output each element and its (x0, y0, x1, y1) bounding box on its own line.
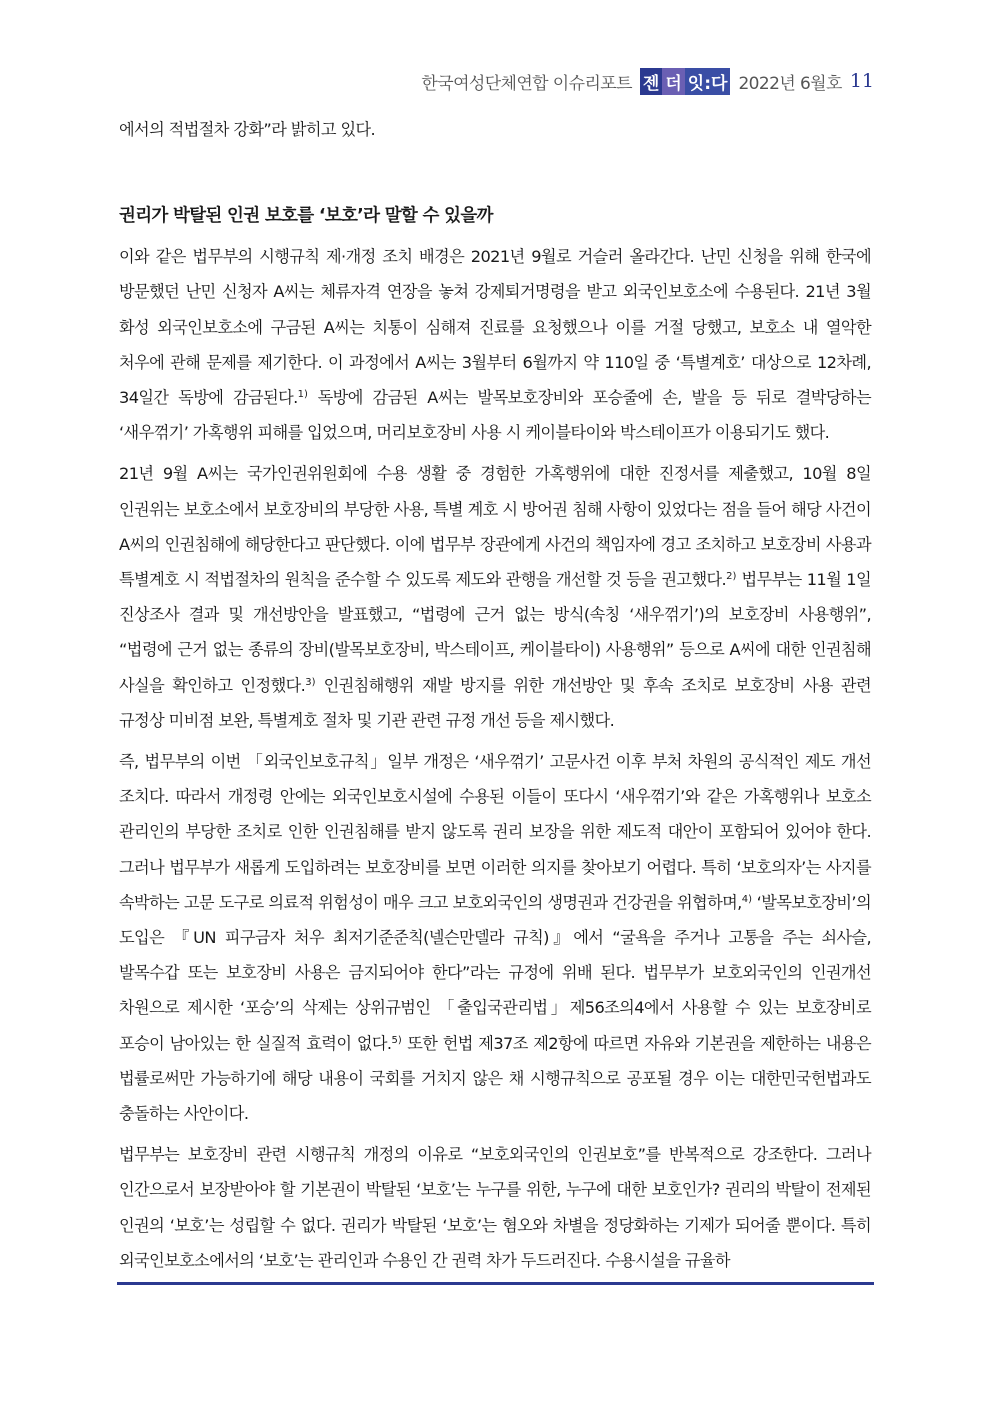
paragraph-text: 21년 9월 A씨는 국가인권위원회에 수용 생활 중 경험한 가혹행위에 대한 진정서를 제출했고, 10월 8일 인권위는 보호소에서 보호장비의 부당한 사용, 특별 계호 시 방어권 침해 사항이 있었다는 점을 들어 해당 사건이 A씨의 인권침해에 해당한다고 판단했다. 이에 법무부 장관에게 사건의 책임자에 경고 조치하고 보호장비 사용과 특별계호 시 적법절차의 원칙을 준수할 수 있도록 제도와 관행을 개선할 것 등을 권고했다. (119, 464, 871, 590)
footnote-divider (117, 1282, 874, 1285)
paragraph-text: 즉, 법무부의 이번 「외국인보호규칙」일부 개정은 ‘새우꺾기’ 고문사건 이후 부처 차원의 공식적인 제도 개선 조치다. 따라서 개정령 안에는 외국인보호시설에 수용된 이들이 또다시 ‘새우꺾기’와 같은 가혹행위나 보호소 관리인의 부당한 조치로 인한 인권침해를 받지 않도록 권리 보장을 위한 제도적 대안이 포함되어 있어야 한다. 그러나 법무부가 새롭게 도입하려는 보호장비를 보면 이러한 의지를 찾아보기 어렵다. 특히 ‘보호의자’는 사지를 속박하는 고문 도구로 의료적 위험성이 매우 크고 보호외국인의 생명권과 건강권을 위협하며, (119, 752, 871, 912)
article-body (119, 112, 871, 1284)
footnote-ref[interactable]: 5) (391, 1034, 402, 1046)
paragraph-4: 법무부는 보호장비 관련 시행규칙 개정의 이유로 “보호외국인의 인권보호”를 반복적으로 강조한다. 그러나 인간으로서 보장받아야 할 기본권이 박탈된 ‘보호’는 누구를 위한, 누구에 대한 보호인가? 권리의 박탈이 전제된 인권의 ‘보호’는 성립할 수 없다. 권리가 박탈된 ‘보호’는 혐오와 차별을 정당화하는 기제가 되어줄 뿐이다. 특히 외국인보호소에서의 ‘보호’는 관리인과 수용인 간 권력 차가 두드러진다. 수용시설을 규율하 (119, 1145, 871, 1270)
paragraph-text: 독방에 감금된 A씨는 발목보호장비와 포승줄에 손, 발을 등 뒤로 결박당하는 ‘새우꺾기’ 가혹행위 피해를 입었으며, 머리보호장비 사용 시 케이블타이와 박스테이프가 이용되기도 했다. (119, 388, 871, 443)
footnote-ref[interactable]: 4) (741, 893, 752, 905)
continued-text: 에서의 적법절차 강화”라 밝히고 있다. (119, 120, 376, 139)
page-number: 11 (849, 70, 874, 92)
issue-date: 2022년 6월호 (738, 73, 842, 94)
brand-logo-part: 잇:다 (685, 68, 731, 95)
section-heading: 권리가 박탈된 인권 보호를 ‘보호’라 말할 수 있을까 (119, 206, 493, 227)
paragraph-text: 또한 헌법 제37조 제2항에 따르면 자유와 기본권을 제한하는 내용은 법률로써만 가능하기에 해당 내용이 국회를 거치지 않은 채 시행규칙으로 공포될 경우 이는 대한민국헌법과도 충돌하는 사안이다. (119, 1033, 871, 1124)
brand-logo-part: 젠 (640, 68, 662, 95)
running-header (421, 66, 874, 96)
paragraph-text: 인권침해행위 재발 방지를 위한 개선방안 및 후속 조치로 보호장비 사용 관련 규정상 미비점 보완, 특별계호 절차 및 기관 관련 규정 개선 등을 제시했다. (119, 675, 871, 730)
paragraph-2 (119, 456, 871, 738)
footnote-ref[interactable]: 3) (305, 676, 316, 688)
brand-logo (640, 68, 731, 95)
paragraph-1 (119, 239, 871, 450)
paragraph-text: 법무부는 11월 1일 진상조사 결과 및 개선방안을 발표했고, “법령에 근거 없는 방식(속칭 ‘새우꺾기’)의 보호장비 사용행위”, “법령에 근거 없는 종류의 장비(발목보호장비, 박스테이프, 케이블타이) 사용행위” 등으로 A씨에 대한 인권침해 사실을 확인하고 인정했다. (119, 570, 871, 695)
brand-logo-part: 더 (662, 68, 684, 95)
footnote-ref[interactable]: 2) (726, 571, 737, 583)
footnote-ref[interactable]: 1) (297, 389, 308, 401)
paragraph-text: 이와 같은 법무부의 시행규칙 제·개정 조치 배경은 2021년 9월로 거슬러 올라간다. 난민 신청을 위해 한국에 방문했던 난민 신청자 A씨는 체류자격 연장을 놓쳐 강제퇴거명령을 받고 외국인보호소에 수용된다. 21년 3월 화성 외국인보호소에 구금된 A씨는 치통이 심해져 진료를 요청했으나 이를 거절 당했고, 보호소 내 열악한 처우에 관해 문제를 제기한다. 이 과정에서 A씨는 3월부터 6월까지 약 110일 중 ‘특별계호’ 대상으로 12차례, 34일간 독방에 감금된다. (119, 247, 871, 408)
paragraph-3 (119, 744, 871, 1131)
report-series-title: 한국여성단체연합 이슈리포트 (421, 73, 632, 94)
paragraph-text: ‘발목보호장비’의 도입은 『UN 피구금자 처우 최저기준준칙(넬슨만델라 규칙)』에서 “굴욕을 주거나 고통을 주는 쇠사슬, 발목수갑 또는 보호장비 사용은 금지되어야 한다”라는 규정에 위배 된다. 법무부가 보호외국인의 인권개선 차원으로 제시한 ‘포승’의 삭제는 상위규범인 「출입국관리법」제56조의4에서 사용할 수 있는 보호장비로 포승이 남아있는 한 실질적 효력이 없다. (119, 892, 871, 1053)
